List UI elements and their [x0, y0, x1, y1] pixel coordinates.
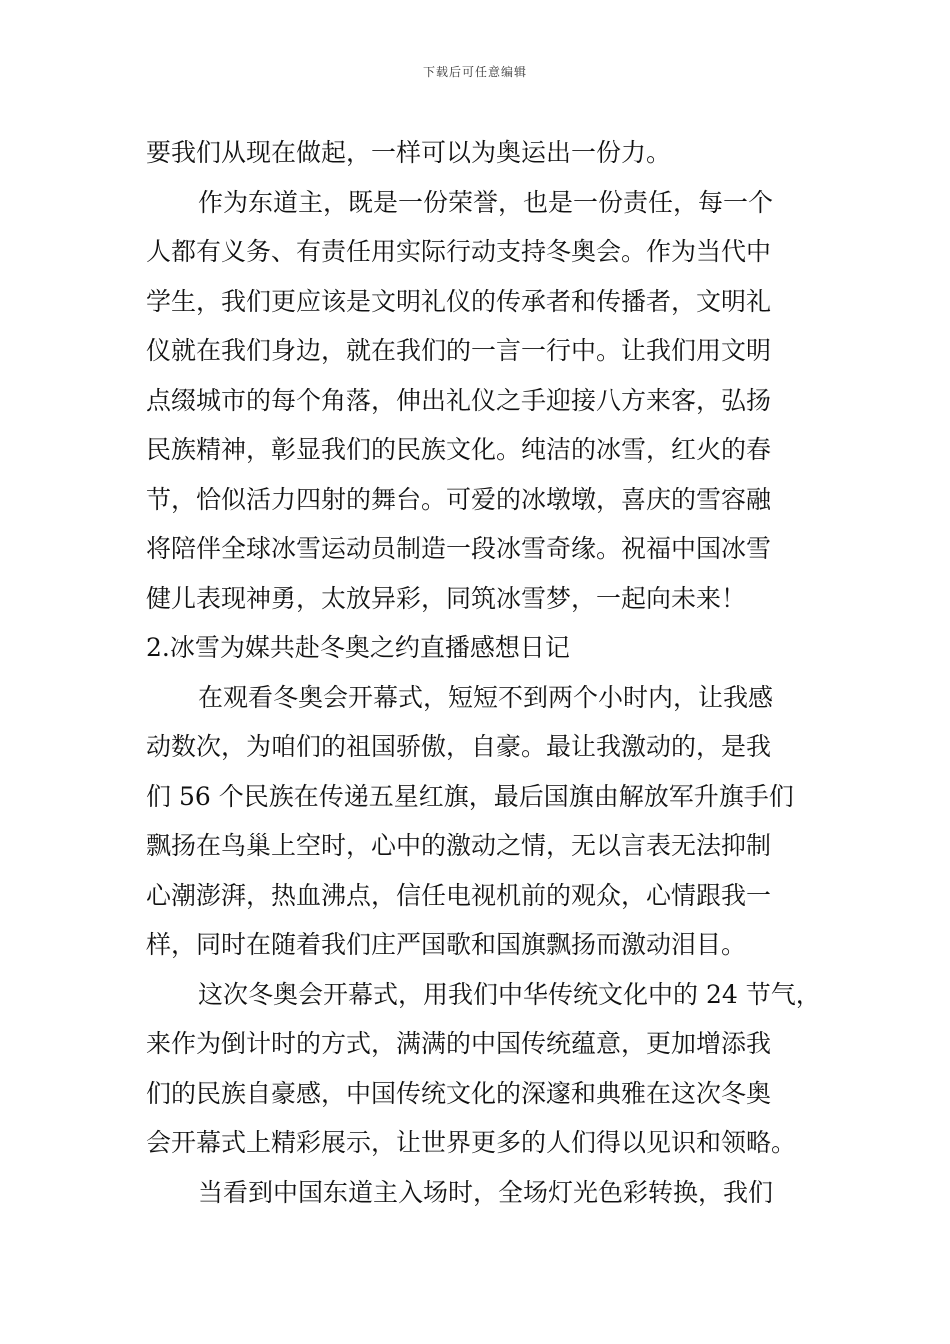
text-line: 会开幕式上精彩展示，让世界更多的人们得以见识和领略。: [146, 1128, 797, 1157]
page-header: 下载后可任意编辑: [422, 65, 527, 79]
text-line: 在观看冬奥会开幕式，短短不到两个小时内，让我感: [198, 682, 774, 712]
text-line: 动数次，为咱们的祖国骄傲，自豪。最让我激动的，是我: [146, 732, 772, 761]
text-line: 学生，我们更应该是文明礼仪的传承者和传播者，文明礼: [146, 286, 772, 316]
text-line: 心潮澎湃，热血沸点，信任电视机前的观众，心情跟我一: [146, 880, 772, 910]
section-heading: 2.冰雪为媒共赴冬奥之约直播感想日记: [146, 633, 570, 662]
text-line: 人都有义务、有责任用实际行动支持冬奥会。作为当代中: [146, 237, 772, 266]
text-line: 当看到中国东道主入场时，全场灯光色彩转换，我们: [198, 1177, 774, 1207]
document-body: [146, 128, 821, 1217]
text-line: 点缀城市的每个角落，伸出礼仪之手迎接八方来客，弘扬: [146, 385, 772, 415]
text-line: 民族精神，彰显我们的民族文化。纯洁的冰雪，红火的春: [146, 435, 772, 464]
text-line: 这次冬奥会开幕式，用我们中华传统文化中的 24 节气，: [198, 979, 821, 1009]
text-line: 节，恰似活力四射的舞台。可爱的冰墩墩，喜庆的雪容融: [146, 484, 772, 514]
text-line: 健儿表现神勇，太放异彩，同筑冰雪梦，一起向未来！: [146, 583, 747, 613]
text-line: 仪就在我们身边，就在我们的一言一行中。让我们用文明: [146, 336, 772, 365]
text-line: 要我们从现在做起，一样可以为奥运出一份力。: [146, 138, 672, 167]
text-line: 作为东道主，既是一份荣誉，也是一份责任，每一个: [198, 187, 774, 217]
text-line: 飘扬在鸟巢上空时，心中的激动之情，无以言表无法抑制: [146, 831, 772, 860]
text-line: 们的民族自豪感，中国传统文化的深邃和典雅在这次冬奥: [146, 1078, 772, 1108]
text-line: 将陪伴全球冰雪运动员制造一段冰雪奇缘。祝福中国冰雪: [146, 534, 772, 563]
text-line: 样，同时在随着我们庄严国歌和国旗飘扬而激动泪目。: [146, 930, 747, 959]
text-line: 来作为倒计时的方式，满满的中国传统蕴意，更加增添我: [146, 1029, 772, 1058]
text-line: 们 56 个民族在传递五星红旗，最后国旗由解放军升旗手们: [146, 781, 794, 811]
